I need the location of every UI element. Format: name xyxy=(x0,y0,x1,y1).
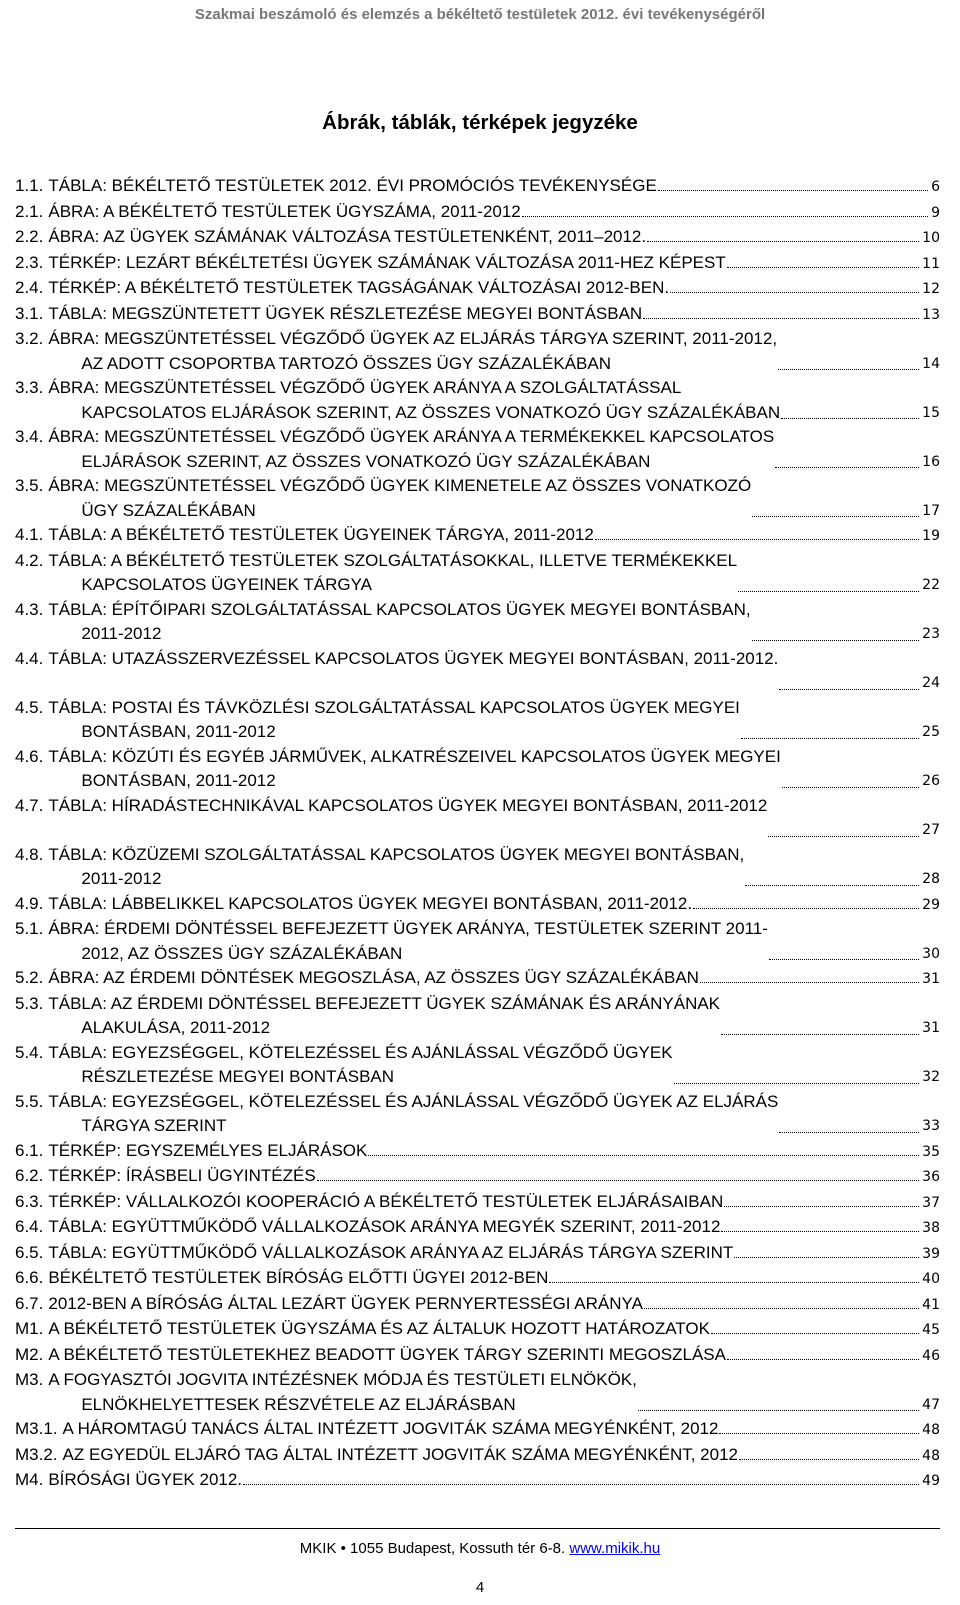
toc-entry-page: 11 xyxy=(922,255,940,272)
toc-entry[interactable] xyxy=(15,474,940,523)
toc-entry-number: 2.4. xyxy=(15,278,44,297)
toc-entry-page: 6 xyxy=(931,179,940,195)
toc-entry-title-continuation: ELNÖKHELYETTESEK RÉSZVÉTELE AZ ELJÁRÁSBAN xyxy=(81,1394,516,1414)
toc-dot-leader xyxy=(781,418,919,419)
toc-entry-title-continuation: 2012, AZ ÖSSZES ÜGY SZÁZALÉKÁBAN xyxy=(81,943,403,963)
toc-entry-title-continuation: KAPCSOLATOS ÜGYEINEK TÁRGYA xyxy=(81,575,373,594)
toc-entry-title-continuation: ALAKULÁSA, 2011-2012 xyxy=(81,1018,271,1037)
toc-dot-leader xyxy=(739,1459,919,1460)
toc-entry[interactable] xyxy=(15,892,940,918)
toc-entry-title xyxy=(58,1417,719,1442)
toc-entry[interactable] xyxy=(15,523,940,549)
toc-entry[interactable] xyxy=(15,966,940,992)
toc-entry-number: 4.4. xyxy=(15,648,44,668)
toc-entry-title xyxy=(43,225,646,250)
toc-entry-page: 45 xyxy=(922,1322,940,1338)
toc-entry[interactable] xyxy=(15,425,940,474)
toc-entry[interactable] xyxy=(15,917,940,966)
toc-entry-page: 46 xyxy=(922,1347,940,1364)
toc-entry-page: 32 xyxy=(922,1069,940,1085)
toc-entry-title xyxy=(43,523,593,548)
toc-entry[interactable] xyxy=(15,276,940,302)
toc-entry-title-line: TÁBLA: BÉKÉLTETŐ TESTÜLETEK 2012. ÉVI PROMÓCIÓS TEVÉKENYSÉGE xyxy=(48,176,657,195)
toc-entry-title xyxy=(43,745,780,794)
toc-dot-leader xyxy=(768,836,919,837)
toc-entry-number: 5.2. xyxy=(15,968,44,987)
toc-dot-leader xyxy=(779,689,919,690)
toc-dot-leader xyxy=(721,1231,919,1232)
footer-divider xyxy=(15,1528,940,1529)
running-header: Szakmai beszámoló és elemzés a békéltető testületek 2012. évi tevékenységéről xyxy=(194,6,766,23)
toc-entry-number: 4.5. xyxy=(15,697,44,717)
toc-entry-title xyxy=(43,327,777,376)
toc-entry-title xyxy=(43,1468,242,1493)
toc-entry-title xyxy=(43,200,520,225)
page-title: Ábrák, táblák, térképek jegyzéke xyxy=(322,111,638,134)
toc-entry-page: 31 xyxy=(922,1020,940,1036)
toc-entry-page: 39 xyxy=(922,1245,940,1262)
toc-entry[interactable] xyxy=(15,696,940,745)
toc-entry[interactable] xyxy=(15,745,940,794)
toc-dot-leader xyxy=(670,292,919,293)
toc-entry[interactable] xyxy=(15,1292,940,1318)
toc-entry-title-line: ÁBRA: MEGSZÜNTETÉSSEL VÉGZŐDŐ ÜGYEK ARÁNYA A TERMÉKEKKEL KAPCSOLATOS xyxy=(48,427,775,446)
toc-entry-page: 24 xyxy=(922,675,940,691)
toc-entry-title-line: ÁBRA: MEGSZÜNTETÉSSEL VÉGZŐDŐ ÜGYEK KIMENETELE AZ ÖSSZES VONATKOZÓ xyxy=(48,476,752,495)
toc-dot-leader xyxy=(734,1257,919,1258)
toc-entry-page: 41 xyxy=(922,1296,940,1313)
toc-dot-leader xyxy=(243,1484,919,1485)
toc-entry-title-line: A BÉKÉLTETŐ TESTÜLETEK ÜGYSZÁMA ÉS AZ ÁLTALUK HOZOTT HATÁROZATOK xyxy=(48,1319,710,1338)
toc-entry-page: 49 xyxy=(922,1473,940,1489)
toc-entry-number: 3.3. xyxy=(15,378,44,397)
toc-dot-leader xyxy=(721,1034,919,1035)
toc-entry-title-line: TÁBLA: EGYÜTTMŰKÖDŐ VÁLLALKOZÁSOK ARÁNYA MEGYÉK SZERINT, 2011-2012 xyxy=(48,1217,721,1236)
toc-entry-page: 29 xyxy=(922,896,940,913)
toc-entry-title-line: A FOGYASZTÓI JOGVITA INTÉZÉSNEK MÓDJA ÉS TESTÜLETI ELNÖKÖK, xyxy=(48,1370,637,1389)
toc-entry-page: 48 xyxy=(922,1447,940,1464)
toc-entry-page: 47 xyxy=(922,1396,940,1413)
toc-entry-title xyxy=(43,696,740,745)
toc-entry[interactable] xyxy=(15,1443,940,1469)
toc-dot-leader xyxy=(522,216,928,217)
toc-entry-page: 25 xyxy=(922,724,940,740)
toc-entry[interactable] xyxy=(15,549,940,598)
toc-dot-leader xyxy=(595,539,919,540)
toc-entry-title-line: BÍRÓSÁGI ÜGYEK 2012. xyxy=(48,1470,243,1489)
toc-entry-title xyxy=(43,174,656,199)
toc-entry-title-line: 2012-BEN A BÍRÓSÁG ÁLTAL LEZÁRT ÜGYEK PERNYERTESSÉGI ARÁNYA xyxy=(48,1293,643,1313)
toc-entry-title-line: ÁBRA: AZ ÜGYEK SZÁMÁNAK VÁLTOZÁSA TESTÜLETENKÉNT, 2011–2012. xyxy=(48,227,647,246)
toc-entry[interactable] xyxy=(15,302,940,328)
toc-entry-number: 4.8. xyxy=(15,844,44,864)
toc-dot-leader xyxy=(752,516,919,517)
toc-entry-title xyxy=(43,1041,672,1090)
toc-entry-title-continuation: ELJÁRÁSOK SZERINT, AZ ÖSSZES VONATKOZÓ ÜGY SZÁZALÉKÁBAN xyxy=(81,451,651,471)
toc-entry-title-line: ÁBRA: MEGSZÜNTETÉSSEL VÉGZŐDŐ ÜGYEK AZ ELJÁRÁS TÁRGYA SZERINT, 2011-2012, xyxy=(48,329,778,348)
toc-entry-title-continuation: KAPCSOLATOS ELJÁRÁSOK SZERINT, AZ ÖSSZES VONATKOZÓ ÜGY SZÁZALÉKÁBAN xyxy=(81,402,781,422)
toc-entry[interactable] xyxy=(15,1317,940,1343)
toc-dot-leader xyxy=(638,1410,919,1411)
toc-entry-title xyxy=(43,1368,637,1417)
toc-entry[interactable] xyxy=(15,251,940,277)
toc-entry[interactable] xyxy=(15,1164,940,1190)
toc-dot-leader xyxy=(738,591,919,592)
toc-entry-title-continuation: TÁRGYA SZERINT xyxy=(81,1116,227,1135)
toc-dot-leader xyxy=(745,885,919,886)
footer-website-link[interactable]: www.mikik.hu xyxy=(569,1540,661,1557)
toc-entry-title-line: TÉRKÉP: A BÉKÉLTETŐ TESTÜLETEK TAGSÁGÁNAK VÁLTOZÁSAI 2012-BEN. xyxy=(48,278,670,297)
toc-entry-page: 13 xyxy=(922,306,940,323)
toc-entry-title xyxy=(43,376,780,425)
toc-dot-leader xyxy=(741,738,919,739)
toc-entry-title-line: TÉRKÉP: EGYSZEMÉLYES ELJÁRÁSOK xyxy=(48,1140,368,1160)
toc-entry-number: 6.2. xyxy=(15,1166,44,1185)
toc-dot-leader xyxy=(782,787,919,788)
table-of-figures xyxy=(15,174,940,1494)
toc-entry-page: 40 xyxy=(922,1271,940,1287)
toc-entry-title xyxy=(43,1090,778,1139)
toc-entry-title xyxy=(43,276,669,301)
toc-entry-number: 6.1. xyxy=(15,1140,44,1160)
toc-entry[interactable] xyxy=(15,1241,940,1267)
toc-entry-title xyxy=(43,549,737,598)
toc-dot-leader xyxy=(658,190,928,191)
toc-entry-number: 1.1. xyxy=(15,176,44,195)
toc-entry-title-line: TÁBLA: LÁBBELIKKEL KAPCSOLATOS ÜGYEK MEGYEI BONTÁSBAN, 2011-2012. xyxy=(48,893,693,913)
toc-dot-leader xyxy=(775,467,919,468)
toc-entry-title xyxy=(43,474,751,523)
toc-entry-title-continuation: 2011-2012 xyxy=(81,624,162,643)
toc-entry-title-line: TÁBLA: MEGSZÜNTETETT ÜGYEK RÉSZLETEZÉSE MEGYEI BONTÁSBAN xyxy=(48,303,643,323)
toc-entry-title-line: TÁBLA: HÍRADÁSTECHNIKÁVAL KAPCSOLATOS ÜGYEK MEGYEI BONTÁSBAN, 2011-2012 xyxy=(48,795,768,815)
toc-entry-page: 22 xyxy=(922,577,940,593)
toc-entry-title xyxy=(43,647,778,696)
toc-entry-page: 30 xyxy=(922,945,940,962)
toc-entry-title-line: ÁBRA: ÉRDEMI DÖNTÉSSEL BEFEJEZETT ÜGYEK ARÁNYA, TESTÜLETEK SZERINT 2011- xyxy=(48,919,768,938)
toc-entry-page: 37 xyxy=(922,1194,940,1211)
toc-dot-leader xyxy=(711,1333,919,1334)
toc-entry-title xyxy=(43,1241,733,1266)
toc-entry-title xyxy=(43,992,720,1041)
toc-entry-title-line: ÁBRA: AZ ÉRDEMI DÖNTÉSEK MEGOSZLÁSA, AZ ÖSSZES ÜGY SZÁZALÉKÁBAN xyxy=(48,968,699,987)
toc-entry-title xyxy=(43,1317,710,1342)
footer-address: MKIK • 1055 Budapest, Kossuth tér 6-8. xyxy=(299,1540,566,1557)
toc-entry-number: 6.4. xyxy=(15,1217,44,1236)
toc-entry-title xyxy=(43,598,750,647)
toc-dot-leader xyxy=(779,1132,919,1133)
toc-entry-page: 36 xyxy=(922,1169,940,1185)
toc-entry[interactable] xyxy=(15,992,940,1041)
toc-entry-title-line: TÁBLA: EGYEZSÉGGEL, KÖTELEZÉSSEL ÉS AJÁNLÁSSAL VÉGZŐDŐ ÜGYEK xyxy=(48,1042,673,1062)
toc-entry-number: 4.9. xyxy=(15,893,44,913)
toc-entry[interactable] xyxy=(15,1468,940,1494)
toc-entry-page: 31 xyxy=(922,971,940,987)
toc-entry[interactable] xyxy=(15,327,940,376)
toc-entry-page: 33 xyxy=(922,1118,940,1134)
toc-entry[interactable] xyxy=(15,1090,940,1139)
toc-entry-title-continuation: AZ ADOTT CSOPORTBA TARTOZÓ ÖSSZES ÜGY SZÁZALÉKÁBAN xyxy=(81,353,612,373)
toc-entry-page: 28 xyxy=(922,871,940,887)
toc-entry-title-continuation: RÉSZLETEZÉSE MEGYEI BONTÁSBAN xyxy=(81,1067,395,1086)
toc-entry-title-continuation: ÜGY SZÁZALÉKÁBAN xyxy=(81,500,256,520)
toc-entry-title-line: TÁBLA: ÉPÍTŐIPARI SZOLGÁLTATÁSSAL KAPCSOLATOS ÜGYEK MEGYEI BONTÁSBAN, xyxy=(48,599,751,619)
toc-entry-number: 5.3. xyxy=(15,993,44,1013)
toc-entry-page: 38 xyxy=(922,1220,940,1236)
toc-entry[interactable] xyxy=(15,1368,940,1417)
toc-entry-page: 14 xyxy=(922,355,940,372)
toc-entry-page: 15 xyxy=(922,404,940,421)
toc-entry-title xyxy=(43,966,699,991)
toc-entry-page: 48 xyxy=(922,1422,940,1438)
toc-entry-title xyxy=(43,843,744,892)
toc-entry-number: 3.5. xyxy=(15,476,44,495)
toc-entry[interactable] xyxy=(15,1139,940,1165)
toc-entry-title xyxy=(43,917,768,966)
toc-entry-title-continuation xyxy=(43,671,778,696)
toc-entry-number: 5.1. xyxy=(15,919,44,938)
toc-entry-title-line: TÁBLA: A BÉKÉLTETŐ TESTÜLETEK ÜGYEINEK TÁRGYA, 2011-2012 xyxy=(48,525,594,544)
toc-dot-leader xyxy=(674,1083,920,1084)
toc-entry-title xyxy=(58,1443,738,1468)
toc-entry-number: M3.2. xyxy=(15,1444,58,1464)
toc-dot-leader xyxy=(727,1359,919,1360)
toc-entry[interactable] xyxy=(15,1041,940,1090)
toc-entry[interactable] xyxy=(15,376,940,425)
toc-entry-page: 19 xyxy=(922,528,940,544)
toc-entry-title xyxy=(43,1164,315,1189)
toc-entry-title-line: A HÁROMTAGÚ TANÁCS ÁLTAL INTÉZETT JOGVITÁK SZÁMA MEGYÉNKÉNT, 2012 xyxy=(62,1419,719,1438)
toc-dot-leader xyxy=(700,982,919,983)
toc-entry-page: 12 xyxy=(922,281,940,297)
toc-entry-title-line: ÁBRA: MEGSZÜNTETÉSSEL VÉGZŐDŐ ÜGYEK ARÁNYA A SZOLGÁLTATÁSSAL xyxy=(48,378,682,397)
toc-entry[interactable] xyxy=(15,1343,940,1369)
page-number: 4 xyxy=(475,1579,485,1596)
toc-entry-number: 5.5. xyxy=(15,1091,44,1111)
toc-entry-number: 2.2. xyxy=(15,227,44,246)
toc-dot-leader xyxy=(549,1282,919,1283)
toc-entry-number: 2.3. xyxy=(15,252,44,272)
toc-entry-number: 3.2. xyxy=(15,329,44,348)
toc-entry-title-line: TÉRKÉP: VÁLLALKOZÓI KOOPERÁCIÓ A BÉKÉLTETŐ TESTÜLETEK ELJÁRÁSAIBAN xyxy=(48,1191,724,1211)
toc-dot-leader xyxy=(693,908,919,909)
toc-entry-number: 4.3. xyxy=(15,599,44,619)
toc-entry-page: 9 xyxy=(931,204,940,221)
toc-entry[interactable] xyxy=(15,1266,940,1292)
toc-entry-title xyxy=(43,1343,726,1368)
toc-entry-title-continuation: BONTÁSBAN, 2011-2012 xyxy=(81,771,276,790)
toc-entry-number: 2.1. xyxy=(15,201,44,221)
toc-entry[interactable] xyxy=(15,843,940,892)
toc-dot-leader xyxy=(644,1308,919,1309)
toc-entry-title-line: BÉKÉLTETŐ TESTÜLETEK BÍRÓSÁG ELŐTTI ÜGYEI 2012-BEN xyxy=(48,1268,549,1287)
toc-entry[interactable] xyxy=(15,794,940,843)
toc-entry-number: 6.5. xyxy=(15,1242,44,1262)
toc-entry-number: 6.3. xyxy=(15,1191,44,1211)
toc-entry-title-line: TÁBLA: EGYÜTTMŰKÖDŐ VÁLLALKOZÁSOK ARÁNYA AZ ELJÁRÁS TÁRGYA SZERINT xyxy=(48,1242,734,1262)
toc-entry-number: M1. xyxy=(15,1319,44,1338)
toc-entry[interactable] xyxy=(15,647,940,696)
toc-entry[interactable] xyxy=(15,1215,940,1241)
toc-entry-title xyxy=(43,1190,723,1215)
toc-dot-leader xyxy=(643,318,919,319)
toc-entry-title-line: TÁBLA: A BÉKÉLTETŐ TESTÜLETEK SZOLGÁLTATÁSOKKAL, ILLETVE TERMÉKEKKEL xyxy=(48,550,738,570)
toc-entry-number: 4.2. xyxy=(15,550,44,570)
toc-entry-title xyxy=(43,425,774,474)
toc-entry-title xyxy=(43,892,692,917)
toc-entry-number: M3.1. xyxy=(15,1419,58,1438)
toc-entry-title-line: TÁBLA: AZ ÉRDEMI DÖNTÉSSEL BEFEJEZETT ÜGYEK SZÁMÁNAK ÉS ARÁNYÁNAK xyxy=(48,993,721,1013)
toc-entry-title-line: TÁBLA: POSTAI ÉS TÁVKÖZLÉSI SZOLGÁLTATÁSSAL KAPCSOLATOS ÜGYEK MEGYEI xyxy=(48,697,740,717)
toc-entry-title-continuation xyxy=(43,818,767,843)
toc-entry-title xyxy=(43,302,642,327)
toc-entry-title-line: TÁBLA: UTAZÁSSZERVEZÉSSEL KAPCSOLATOS ÜGYEK MEGYEI BONTÁSBAN, 2011-2012. xyxy=(48,648,779,668)
toc-entry-number: 6.6. xyxy=(15,1268,44,1287)
toc-entry-title-line: TÉRKÉP: LEZÁRT BÉKÉLTETÉSI ÜGYEK SZÁMÁNAK VÁLTOZÁSA 2011-HEZ KÉPEST xyxy=(48,252,726,272)
toc-entry-title xyxy=(43,1266,548,1291)
toc-dot-leader xyxy=(719,1433,919,1434)
toc-entry-title-line: TÁBLA: EGYEZSÉGGEL, KÖTELEZÉSSEL ÉS AJÁNLÁSSAL VÉGZŐDŐ ÜGYEK AZ ELJÁRÁS xyxy=(48,1091,779,1111)
toc-dot-leader xyxy=(778,369,919,370)
toc-dot-leader xyxy=(752,640,920,641)
toc-entry[interactable] xyxy=(15,1417,940,1443)
toc-entry-number: M4. xyxy=(15,1470,44,1489)
toc-entry-title-line: AZ EGYEDÜL ELJÁRÓ TAG ÁLTAL INTÉZETT JOGVITÁK SZÁMA MEGYÉNKÉNT, 2012 xyxy=(62,1444,738,1464)
toc-entry-number: 4.1. xyxy=(15,525,44,544)
toc-dot-leader xyxy=(317,1180,919,1181)
toc-entry-title-continuation: BONTÁSBAN, 2011-2012 xyxy=(81,722,276,741)
toc-entry[interactable] xyxy=(15,174,940,200)
toc-entry-page: 16 xyxy=(922,453,940,470)
toc-entry-title-line: A BÉKÉLTETŐ TESTÜLETEKHEZ BEADOTT ÜGYEK TÁRGY SZERINTI MEGOSZLÁSA xyxy=(48,1344,726,1364)
toc-dot-leader xyxy=(769,959,919,960)
toc-entry-title-line: TÁBLA: KÖZÜZEMI SZOLGÁLTATÁSSAL KAPCSOLATOS ÜGYEK MEGYEI BONTÁSBAN, xyxy=(48,844,745,864)
toc-entry-page: 35 xyxy=(922,1143,940,1160)
toc-entry[interactable] xyxy=(15,1190,940,1216)
toc-entry-title xyxy=(43,1292,643,1317)
toc-entry[interactable] xyxy=(15,598,940,647)
footer xyxy=(0,1540,960,1557)
toc-entry-number: 3.1. xyxy=(15,303,44,323)
toc-entry-number: M2. xyxy=(15,1344,44,1364)
toc-entry-number: 5.4. xyxy=(15,1042,44,1062)
toc-entry-page: 23 xyxy=(922,626,940,642)
toc-entry-number: 4.6. xyxy=(15,746,44,766)
toc-entry-page: 26 xyxy=(922,773,940,789)
toc-entry-number: 4.7. xyxy=(15,795,44,815)
toc-dot-leader xyxy=(724,1206,919,1207)
toc-entry-number: 6.7. xyxy=(15,1293,44,1313)
toc-entry[interactable] xyxy=(15,225,940,251)
toc-entry-title-line: ÁBRA: A BÉKÉLTETŐ TESTÜLETEK ÜGYSZÁMA, 2011-2012 xyxy=(48,201,521,221)
toc-entry-title-line: TÉRKÉP: ÍRÁSBELI ÜGYINTÉZÉS xyxy=(48,1166,316,1185)
toc-entry-number: 3.4. xyxy=(15,427,44,446)
toc-entry-title-continuation: 2011-2012 xyxy=(81,869,162,888)
toc-entry-title xyxy=(43,251,725,276)
toc-entry-number: M3. xyxy=(15,1370,44,1389)
toc-entry-page: 10 xyxy=(922,230,940,246)
toc-entry-title xyxy=(43,1139,367,1164)
toc-entry-title xyxy=(43,1215,720,1240)
toc-dot-leader xyxy=(727,267,919,268)
toc-entry-page: 17 xyxy=(922,502,940,519)
toc-entry-page: 27 xyxy=(922,822,940,838)
toc-dot-leader xyxy=(647,241,919,242)
toc-entry-title xyxy=(43,794,767,843)
toc-entry-title-line: TÁBLA: KÖZÚTI ÉS EGYÉB JÁRMŰVEK, ALKATRÉSZEIVEL KAPCSOLATOS ÜGYEK MEGYEI xyxy=(48,746,781,766)
toc-entry[interactable] xyxy=(15,200,940,226)
toc-dot-leader xyxy=(368,1155,919,1156)
